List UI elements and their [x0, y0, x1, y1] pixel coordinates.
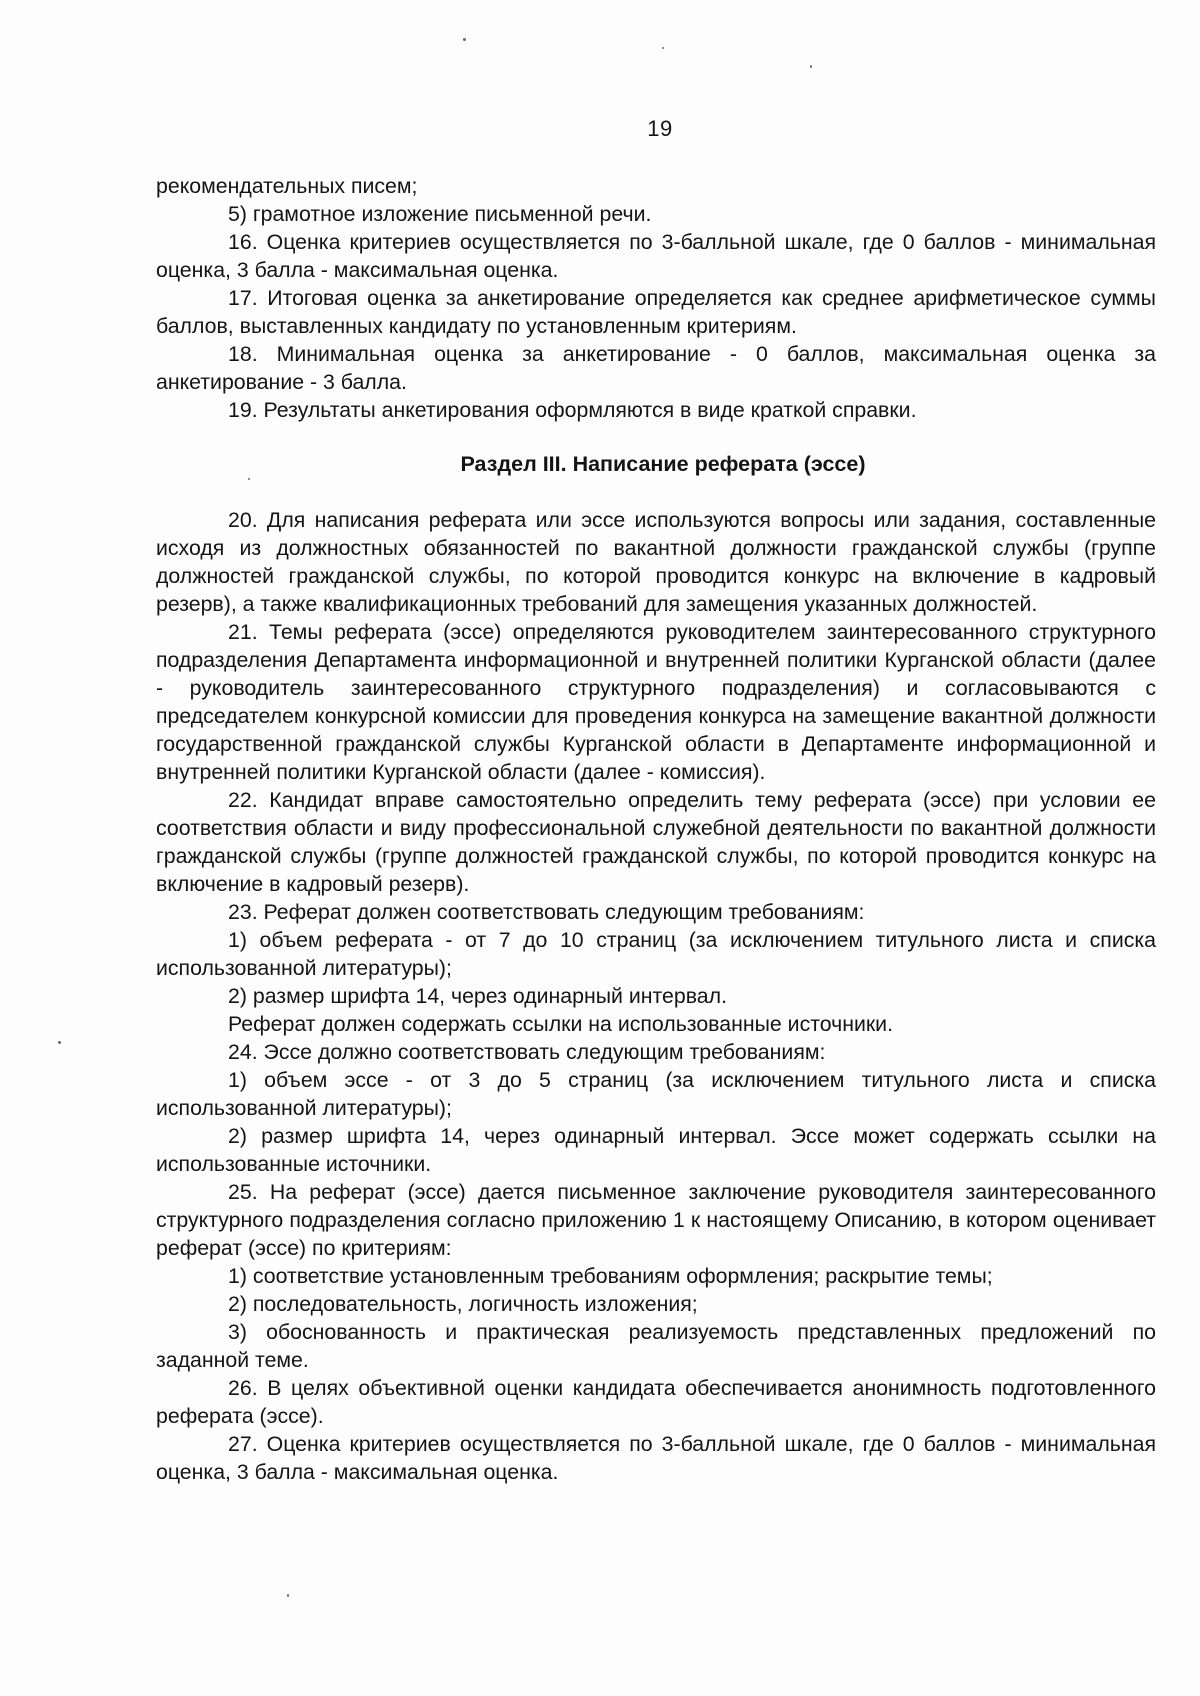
scan-speck [463, 38, 466, 41]
scan-speck [58, 1041, 61, 1044]
paragraph: 21. Темы реферата (эссе) определяются руководителем заинтересованного структурного подразделения Департамента информационной и внутренней политики Курганской области (далее - руководитель заинтересованного структурного подразделения) и согласовываются с председателем конкурсной комиссии для проведения конкурса на замещение вакантной должности государственной гражданской службы Курганской области в Департаменте информационной и внутренней политики Курганской области (далее - комиссия). [156, 620, 1156, 784]
paragraph: 25. На реферат (эссе) дается письменное заключение руководителя заинтересованного структурного подразделения согласно приложению 1 к настоящему Описанию, в котором оценивает реферат (эссе) по критериям: [156, 1180, 1156, 1260]
page-number: 19 [647, 116, 673, 141]
paragraph: 26. В целях объективной оценки кандидата обеспечивается анонимность подготовленного реферата (эссе). [156, 1376, 1156, 1428]
paragraph: 3) обоснованность и практическая реализуемость представленных предложений по заданной теме. [156, 1320, 1156, 1372]
paragraph: 24. Эссе должно соответствовать следующим требованиям: [228, 1040, 826, 1064]
paragraph: 1) объем эссе - от 3 до 5 страниц (за исключением титульного листа и списка использованной литературы); [156, 1068, 1156, 1120]
paragraph: 23. Реферат должен соответствовать следующим требованиям: [228, 900, 865, 924]
paragraph: 2) последовательность, логичность изложения; [228, 1292, 698, 1316]
scan-speck [287, 1594, 289, 1597]
paragraph: 17. Итоговая оценка за анкетирование определяется как среднее арифметическое суммы баллов, выставленных кандидату по установленным критериям. [156, 286, 1156, 338]
paragraph: 18. Минимальная оценка за анкетирование - 0 баллов, максимальная оценка за анкетирование - 3 балла. [156, 342, 1156, 394]
section-heading: Раздел III. Написание реферата (эссе) [460, 452, 866, 476]
paragraph: 27. Оценка критериев осуществляется по 3-балльной шкале, где 0 баллов - минимальная оценка, 3 балла - максимальная оценка. [156, 1432, 1156, 1484]
paragraph: 5) грамотное изложение письменной речи. [228, 202, 652, 226]
paragraph: Реферат должен содержать ссылки на использованные источники. [228, 1012, 893, 1036]
paragraph: 1) соответствие установленным требованиям оформления; раскрытие темы; [228, 1264, 993, 1288]
paragraph: рекомендательных писем; [156, 174, 418, 198]
paragraph: 20. Для написания реферата или эссе используются вопросы или задания, составленные исходя из должностных обязанностей по вакантной должности гражданской службы (группе должностей гражданской службы, по которой проводится конкурс на включение в кадровый резерв), а также квалификационных требований для замещения указанных должностей. [156, 508, 1156, 616]
paragraph: 2) размер шрифта 14, через одинарный интервал. [228, 984, 727, 1008]
paragraph: 22. Кандидат вправе самостоятельно определить тему реферата (эссе) при условии ее соответствия области и виду профессиональной служебной деятельности по вакантной должности гражданской службы (группе должностей гражданской службы, по которой проводится конкурс на включение в кадровый резерв). [156, 788, 1156, 896]
scan-speck [662, 47, 664, 49]
paragraph: 1) объем реферата - от 7 до 10 страниц (за исключением титульного листа и списка использованной литературы); [156, 928, 1156, 980]
scan-speck [810, 65, 812, 68]
paragraph: 16. Оценка критериев осуществляется по 3-балльной шкале, где 0 баллов - минимальная оценка, 3 балла - максимальная оценка. [156, 230, 1156, 282]
document-body [156, 172, 1156, 1486]
paragraph: 19. Результаты анкетирования оформляются в виде краткой справки. [228, 398, 917, 422]
paragraph: 2) размер шрифта 14, через одинарный интервал. Эссе может содержать ссылки на использованные источники. [156, 1124, 1156, 1176]
